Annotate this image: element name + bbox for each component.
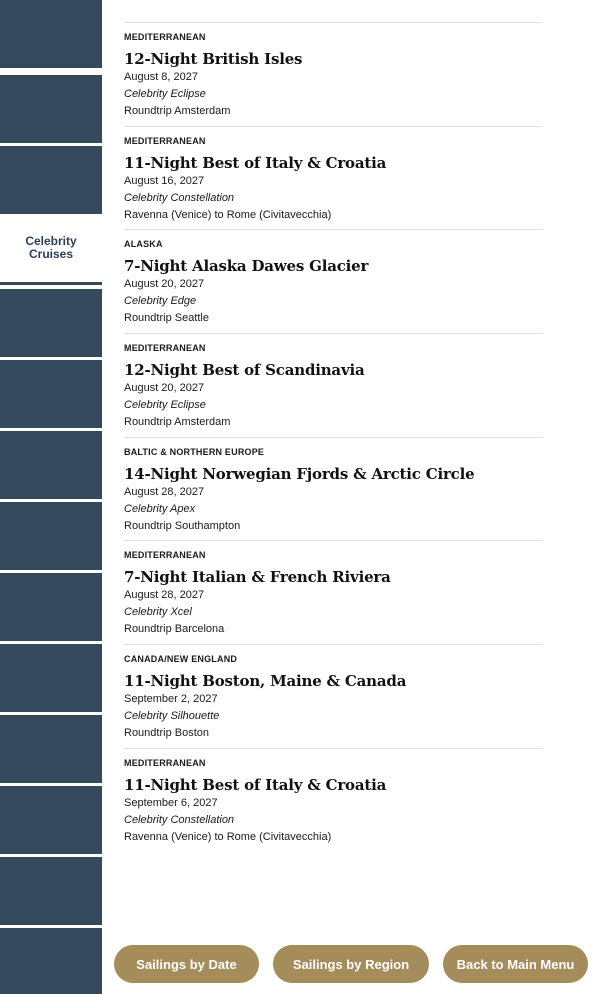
cruise-item[interactable] (124, 437, 543, 541)
cruise-title: 12-Night British Isles (124, 50, 303, 68)
sidebar-tab[interactable] (0, 289, 102, 357)
cruise-ship: Celebrity Edge (124, 295, 197, 308)
sidebar-tab[interactable] (0, 75, 102, 143)
sidebar-tab[interactable] (0, 573, 102, 641)
cruise-title: 11-Night Boston, Maine & Canada (124, 672, 407, 691)
cruise-region: ALASKA (124, 239, 163, 250)
cruise-ship: Celebrity Constellation (124, 813, 235, 826)
cruise-route: Roundtrip Seattle (124, 312, 209, 325)
cruise-ship: Celebrity Xcel (124, 606, 192, 619)
cruise-list (124, 22, 543, 852)
cruise-region: MEDITERRANEAN (124, 135, 206, 146)
cruise-title: 12-Night Best of Scandinavia (124, 361, 365, 380)
cruise-ship: Celebrity Eclipse (124, 88, 206, 100)
cruise-route: Roundtrip Boston (124, 727, 209, 740)
cruise-date: August 28, 2027 (124, 485, 205, 498)
cruise-route: Roundtrip Barcelona (124, 623, 225, 636)
sidebar-tab[interactable] (0, 644, 102, 712)
sidebar-tab[interactable] (0, 431, 102, 499)
sailings-by-date-button[interactable]: Sailings by Date (114, 945, 259, 983)
cruise-region: MEDITERRANEAN (124, 550, 206, 561)
cruise-route: Roundtrip Amsterdam (124, 416, 231, 429)
sidebar-tab[interactable] (0, 786, 102, 854)
cruise-route: Roundtrip Amsterdam (124, 105, 231, 117)
sidebar-tab[interactable] (0, 857, 102, 925)
cruise-date: August 28, 2027 (124, 589, 205, 602)
cruise-item[interactable] (124, 644, 543, 748)
cruise-route: Ravenna (Venice) to Rome (Civitavecchia) (124, 208, 332, 221)
cruise-date: September 6, 2027 (124, 796, 218, 809)
cruise-date: August 20, 2027 (124, 382, 205, 395)
cruise-route: Ravenna (Venice) to Rome (Civitavecchia) (124, 830, 332, 843)
sidebar-tab[interactable] (0, 146, 102, 214)
cruise-item[interactable] (124, 540, 543, 644)
back-to-main-menu-button[interactable]: Back to Main Menu (443, 945, 588, 983)
cruise-date: August 16, 2027 (124, 174, 205, 187)
cruise-ship: Celebrity Constellation (124, 191, 235, 204)
cruise-title: 11-Night Best of Italy & Croatia (124, 153, 387, 172)
sidebar-tab[interactable] (0, 502, 102, 570)
sidebar-tab-celebrity-cruises[interactable] (0, 217, 102, 285)
sidebar-tab-label: Celebrity Cruises (25, 233, 77, 261)
cruise-title: 7-Night Alaska Dawes Glacier (124, 257, 369, 276)
cruise-region: MEDITERRANEAN (124, 32, 206, 42)
sidebar-tab[interactable] (0, 928, 102, 994)
cruise-ship: Celebrity Eclipse (124, 399, 206, 412)
cruise-item[interactable] (124, 22, 543, 126)
cruise-title: 7-Night Italian & French Riviera (124, 568, 391, 587)
sidebar-tab[interactable] (0, 0, 102, 68)
cruise-item[interactable] (124, 748, 543, 852)
cruise-title: 14-Night Norwegian Fjords & Arctic Circle (124, 464, 475, 483)
cruise-date: September 2, 2027 (124, 693, 218, 706)
sidebar-tab[interactable] (0, 360, 102, 428)
cruise-region: MEDITERRANEAN (124, 757, 206, 768)
cruise-item[interactable] (124, 229, 543, 333)
cruise-region: CANADA/NEW ENGLAND (124, 654, 238, 665)
cruise-region: MEDITERRANEAN (124, 343, 206, 354)
sidebar-tab[interactable] (0, 715, 102, 783)
sailings-by-region-button[interactable]: Sailings by Region (273, 945, 429, 983)
cruise-date: August 20, 2027 (124, 278, 205, 291)
cruise-route: Roundtrip Southampton (124, 519, 241, 532)
cruise-item[interactable] (124, 333, 543, 437)
cruise-item[interactable] (124, 126, 543, 230)
sidebar (0, 0, 102, 994)
cruise-region: BALTIC & NORTHERN EUROPE (124, 446, 265, 457)
cruise-date: August 8, 2027 (124, 71, 199, 83)
cruise-ship: Celebrity Silhouette (124, 710, 220, 723)
cruise-ship: Celebrity Apex (124, 502, 196, 515)
cruise-title: 11-Night Best of Italy & Croatia (124, 775, 387, 794)
